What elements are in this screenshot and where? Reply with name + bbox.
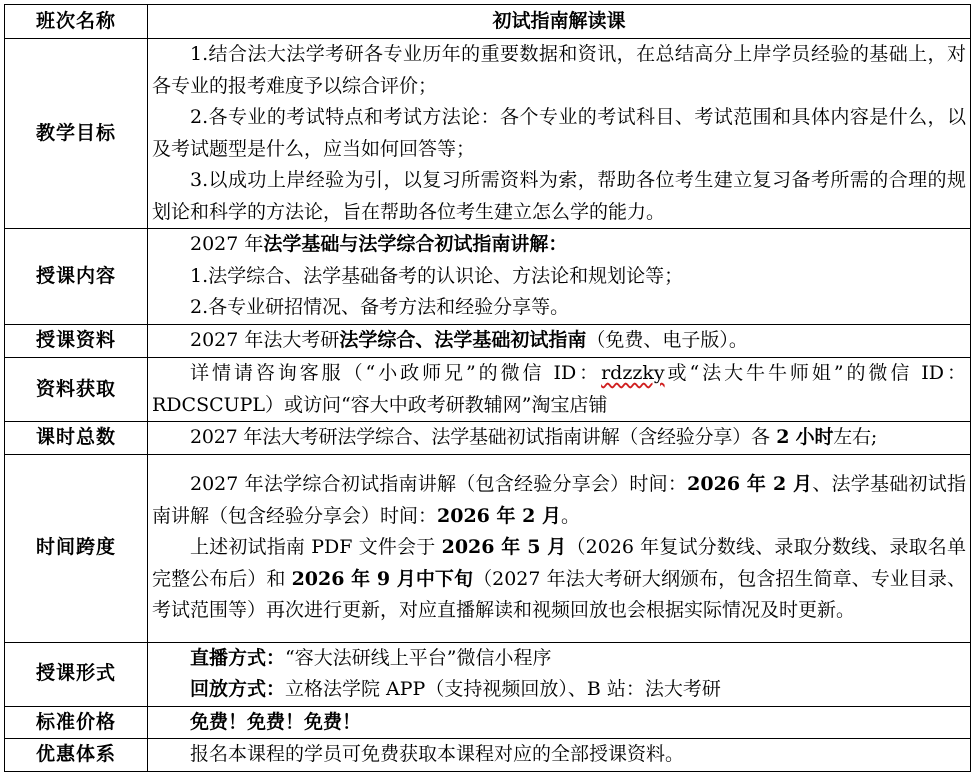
- row-discount: [5, 739, 971, 772]
- materials-pre: 2027 年法大考研: [190, 329, 340, 352]
- hours-pre: 2027 年法大考研法学综合、法学基础初试指南讲解（含经验分享）各: [190, 426, 770, 448]
- price-content: [148, 706, 971, 739]
- format-content: [148, 642, 971, 706]
- schedule-date-4: 2026 年 9 月中下旬: [291, 567, 474, 590]
- discount-value: 报名本课程的学员可免费获取本课程对应的全部授课资料。: [190, 743, 685, 765]
- content-lead-plain: 2027 年: [190, 233, 264, 256]
- materials-bold: 法学综合、法学基础初试指南: [339, 329, 587, 352]
- row-materials: [5, 325, 971, 358]
- objective-item-3: 3.以成功上岸经验为引，以复习所需资料为索，帮助各位考生建立复习备考所需的合理的规划论和科学的方法论，旨在帮助各位考生建立怎么学的能力。: [152, 169, 966, 223]
- live-label: 直播方式：: [190, 646, 286, 669]
- replay-label: 回放方式：: [190, 678, 286, 700]
- row-hours: [5, 422, 971, 455]
- row-access: [5, 358, 971, 422]
- row-class-name: [5, 5, 971, 39]
- label-schedule: 时间跨度: [5, 454, 148, 642]
- access-content: [148, 358, 971, 422]
- class-name-value: 初试指南解读课: [148, 5, 971, 39]
- live-value: “容大法研线上平台”微信小程序: [285, 646, 552, 669]
- content-item-1: 1.法学综合、法学基础备考的认识论、方法论和规划论等；: [190, 264, 684, 287]
- content-lead: [152, 229, 966, 261]
- objective-item-1: 1.结合法大法学考研各专业历年的重要数据和资讯，在总结高分上岸学员经验的基础上，对各专业的报考难度予以综合评价；: [152, 43, 966, 97]
- objective-item-2: 2.各专业的考试特点和考试方法论：各个专业的考试科目、考试范围和具体内容是什么，以及考试题型是什么，应当如何回答等；: [152, 106, 966, 160]
- materials-content: [148, 325, 971, 358]
- schedule-date-2: 2026 年 2 月: [437, 504, 561, 527]
- row-schedule: [5, 454, 971, 642]
- course-info-table: [4, 4, 971, 772]
- replay-value: 立格法学院 APP（支持视频回放）、B 站：法大考研: [285, 678, 721, 700]
- format-replay: [152, 674, 966, 706]
- label-access: 资料获取: [5, 358, 148, 422]
- hours-bold: 2 小时: [769, 426, 834, 448]
- label-course-content: 授课内容: [5, 229, 148, 325]
- row-price: [5, 706, 971, 739]
- label-hours: 课时总数: [5, 422, 148, 455]
- label-discount: 优惠体系: [5, 739, 148, 772]
- format-live: [152, 643, 966, 675]
- access-pre: 详情请咨询客服（“小政师兄”的微信 ID：: [190, 362, 602, 384]
- label-materials: 授课资料: [5, 325, 148, 358]
- access-mid: 或“法大牛牛师姐”的微信 ID：RDCSCUPL）或访问“容大中政考研教辅网”淘宝店铺: [152, 362, 966, 416]
- content-item-2: 2.各专业研招情况、备考方法和经验分享等。: [190, 296, 570, 319]
- label-price: 标准价格: [5, 706, 148, 739]
- hours-content: [148, 422, 971, 455]
- row-objectives: [5, 39, 971, 229]
- price-value: 免费！免费！免费！: [190, 710, 362, 733]
- schedule-date-1: 2026 年 2 月: [687, 473, 813, 496]
- label-objectives: 教学目标: [5, 39, 148, 229]
- objectives-content: [148, 39, 971, 229]
- label-format: 授课形式: [5, 642, 148, 706]
- hours-post: 左右;: [833, 426, 878, 448]
- schedule-para-1: 2027 年法学综合初试指南讲解（包含经验分享会）时间：2026 年 2 月、法学基础初试指南讲解（包含经验分享会）时间：2026 年 2 月。: [152, 473, 966, 527]
- materials-post: （免费、电子版）。: [586, 329, 748, 352]
- wechat-id-xiaozheng: rdzzky: [601, 362, 665, 384]
- content-lead-bold: 法学基础与法学综合初试指南讲解：: [263, 233, 568, 256]
- schedule-date-3: 2026 年 5 月: [441, 536, 567, 559]
- schedule-content: [148, 454, 971, 642]
- discount-content: [148, 739, 971, 772]
- label-class-name: 班次名称: [5, 5, 148, 39]
- row-format: [5, 642, 971, 706]
- schedule-para-2: 上述初试指南 PDF 文件会于 2026 年 5 月（2026 年复试分数线、录取分数线、录取名单完整公布后）和 2026 年 9 月中下旬（2027 年法大考研大纲颁布，包含招生简章、专业目录、考试范围等）再次进行更新，对应直播解读和视频回放也会根据实际情况及时更新。: [152, 536, 966, 622]
- row-course-content: [5, 229, 971, 325]
- course-content: [148, 229, 971, 325]
